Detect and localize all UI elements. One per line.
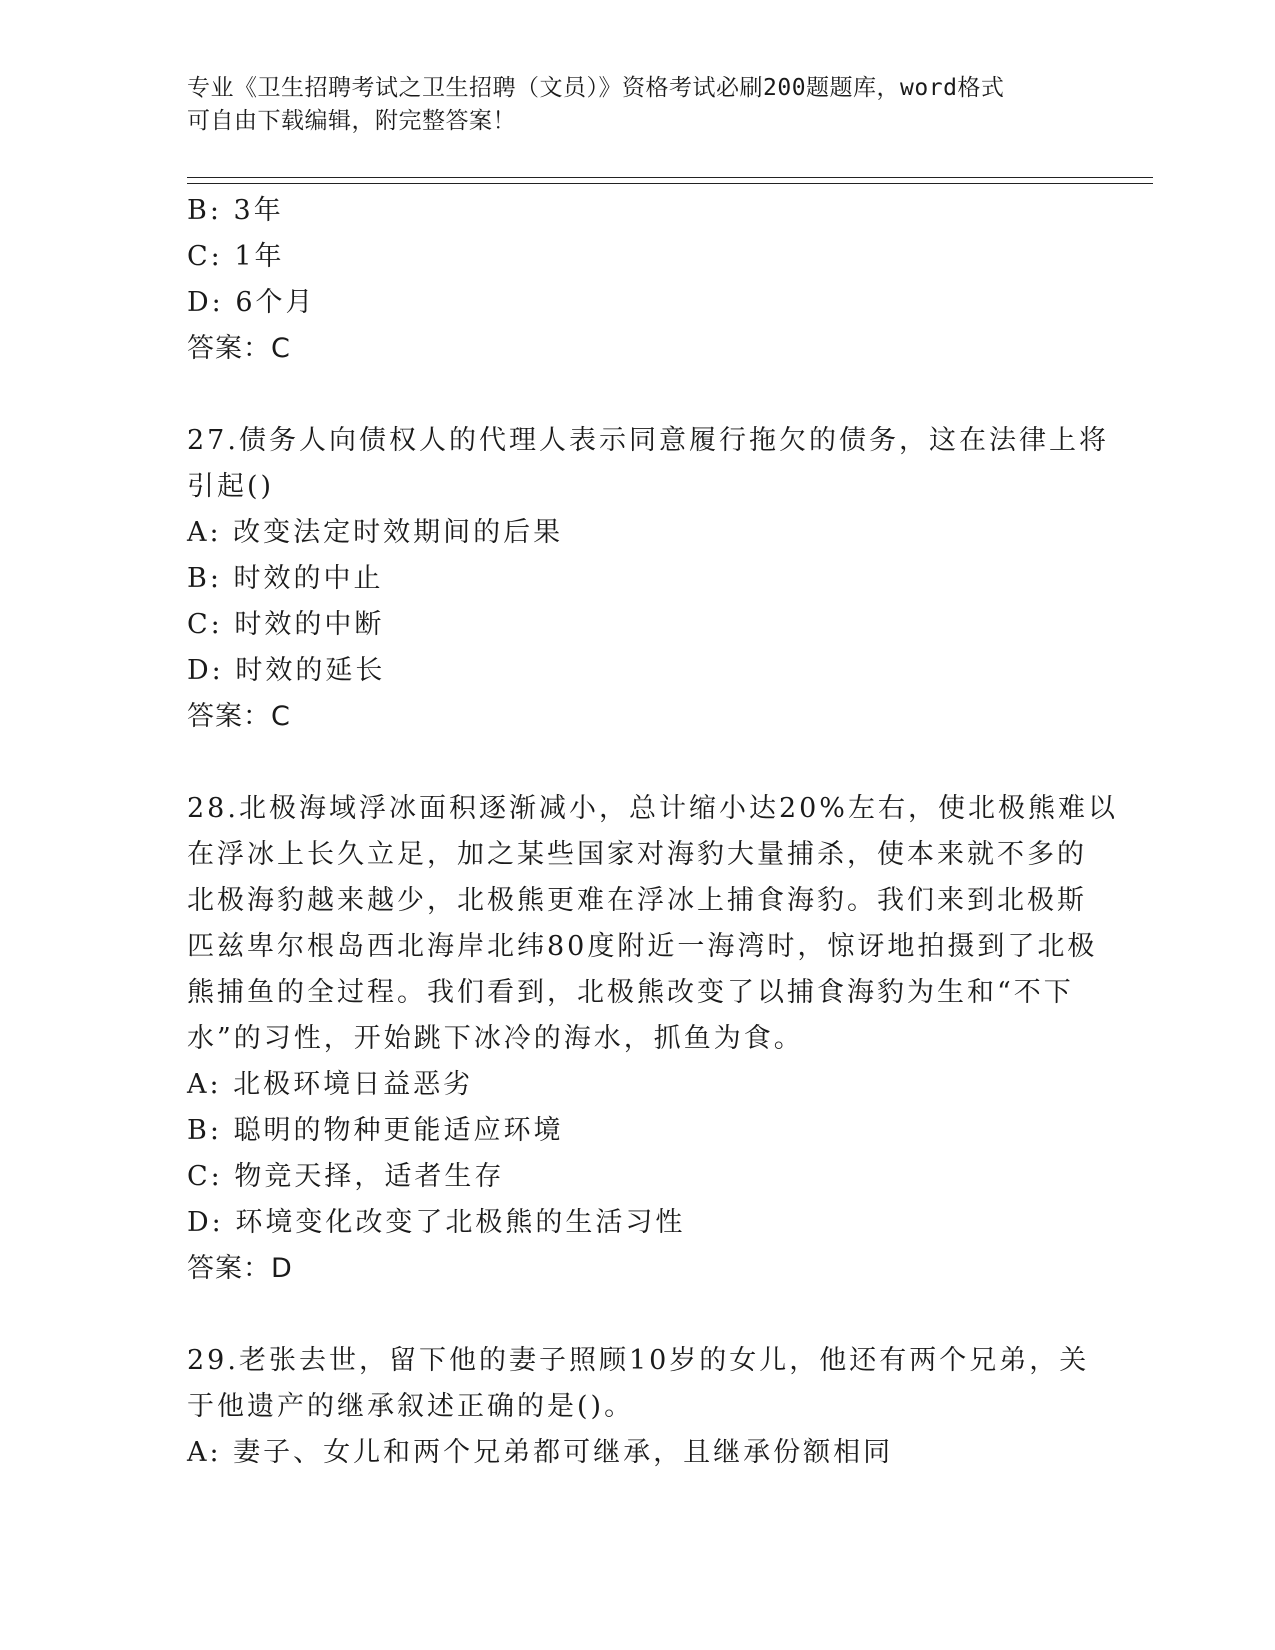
question-stem-line: 匹兹卑尔根岛西北海岸北纬80度附近一海湾时，惊讶地拍摄到了北极 <box>187 931 1098 962</box>
spacer <box>187 1292 1067 1338</box>
option-c: C: 物竞天择，适者生存 <box>187 1161 505 1192</box>
question-stem-line: 水”的习性，开始跳下冰冷的海水，抓鱼为食。 <box>187 1023 804 1054</box>
question-stem-line: 于他遗产的继承叙述正确的是()。 <box>187 1391 635 1422</box>
header-title-line-2: 可自由下载编辑，附完整答案！ <box>187 108 516 134</box>
option-b: B: 聪明的物种更能适应环境 <box>187 1115 564 1146</box>
question-stem-line: 27.债务人向债权人的代理人表示同意履行拖欠的债务，这在法律上将 <box>187 425 1109 456</box>
header-divider-top <box>187 177 1153 178</box>
question-stem-line: 熊捕鱼的全过程。我们看到，北极熊改变了以捕食海豹为生和“不下 <box>187 977 1074 1008</box>
answer-line: 答案：C <box>187 333 291 364</box>
option-a: A: 妻子、女儿和两个兄弟都可继承，且继承份额相同 <box>187 1437 894 1468</box>
header-title-line-1: 专业《卫生招聘考试之卫生招聘（文员）》资格考试必刷200题题库，word格式 <box>187 75 1005 101</box>
spacer <box>187 740 1067 786</box>
header-divider-bottom <box>187 183 1153 184</box>
page-header <box>187 72 1067 138</box>
option-b: B: 时效的中止 <box>187 563 384 594</box>
question-stem-line: 引起() <box>187 471 275 502</box>
question-27 <box>187 418 1109 740</box>
question-29 <box>187 1338 1090 1476</box>
question-stem-line: 在浮冰上长久立足，加之某些国家对海豹大量捕杀，使本来就不多的 <box>187 839 1087 870</box>
question-list <box>187 188 1118 1476</box>
question-28 <box>187 786 1118 1292</box>
option-d: D: 时效的延长 <box>187 655 386 686</box>
question-26 <box>187 188 1067 372</box>
option-c: C: 1年 <box>187 241 285 272</box>
option-b: B: 3年 <box>187 195 284 226</box>
question-stem-line: 28.北极海域浮冰面积逐渐减小，总计缩小达20%左右，使北极熊难以 <box>187 793 1118 824</box>
question-stem-line: 29.老张去世，留下他的妻子照顾10岁的女儿，他还有两个兄弟，关 <box>187 1345 1090 1376</box>
option-d: D: 6个月 <box>187 287 316 318</box>
option-a: A: 改变法定时效期间的后果 <box>187 517 564 548</box>
option-a: A: 北极环境日益恶劣 <box>187 1069 474 1100</box>
option-d: D: 环境变化改变了北极熊的生活习性 <box>187 1207 686 1238</box>
option-c: C: 时效的中断 <box>187 609 385 640</box>
spacer <box>187 372 1067 418</box>
answer-line: 答案：C <box>187 701 291 732</box>
question-stem-line: 北极海豹越来越少，北极熊更难在浮冰上捕食海豹。我们来到北极斯 <box>187 885 1087 916</box>
answer-line: 答案：D <box>187 1253 293 1284</box>
